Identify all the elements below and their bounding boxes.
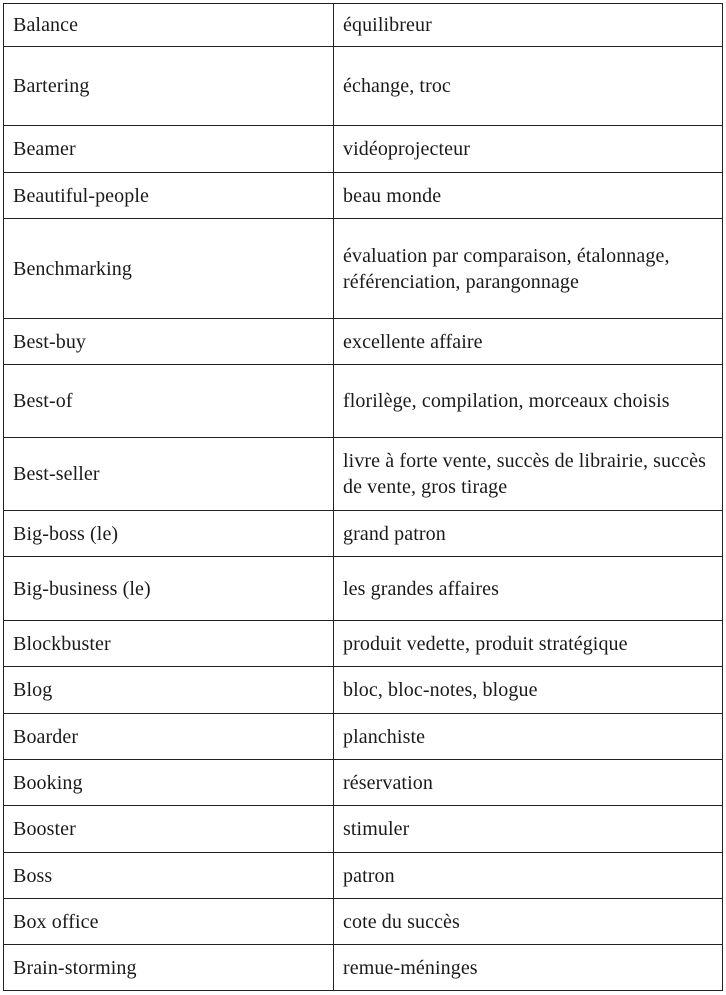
translation-cell: excellente affaire [334,319,723,365]
translation-cell: stimuler [334,806,723,853]
translation-cell: florilège, compilation, morceaux choisis [334,365,723,438]
term-cell: Blog [4,667,334,714]
table-row [4,945,723,991]
table-row [4,806,723,853]
glossary-table [3,3,723,991]
term-cell: Beamer [4,126,334,173]
translation-cell: beau monde [334,173,723,219]
table-row [4,714,723,760]
translation-cell: cote du succès [334,899,723,945]
table-row [4,438,723,511]
translation-cell: échange, troc [334,47,723,126]
translation-cell: bloc, bloc-notes, blogue [334,667,723,714]
term-cell: Bartering [4,47,334,126]
term-cell: Best-seller [4,438,334,511]
translation-cell: patron [334,853,723,899]
table-row [4,667,723,714]
translation-cell: évaluation par comparaison, étalonnage, référenciation, parangonnage [334,219,723,319]
translation-cell: les grandes affaires [334,557,723,621]
term-cell: Boarder [4,714,334,760]
term-cell: Best-of [4,365,334,438]
translation-cell: grand patron [334,511,723,557]
table-row [4,511,723,557]
translation-cell: produit vedette, produit stratégique [334,621,723,667]
table-row [4,760,723,806]
term-cell: Brain-storming [4,945,334,991]
table-row [4,219,723,319]
table-row [4,365,723,438]
table-row [4,853,723,899]
translation-cell: équilibreur [334,4,723,47]
term-cell: Best-buy [4,319,334,365]
term-cell: Benchmarking [4,219,334,319]
table-row [4,173,723,219]
term-cell: Boss [4,853,334,899]
term-cell: Booking [4,760,334,806]
translation-cell: vidéoprojecteur [334,126,723,173]
table-row [4,621,723,667]
translation-cell: remue-méninges [334,945,723,991]
table-row [4,47,723,126]
term-cell: Box office [4,899,334,945]
term-cell: Big-boss (le) [4,511,334,557]
term-cell: Beautiful-people [4,173,334,219]
table-row [4,557,723,621]
translation-cell: planchiste [334,714,723,760]
table-row [4,4,723,47]
translation-cell: livre à forte vente, succès de librairie, succès de vente, gros tirage [334,438,723,511]
term-cell: Booster [4,806,334,853]
table-row [4,126,723,173]
term-cell: Balance [4,4,334,47]
term-cell: Big-business (le) [4,557,334,621]
term-cell: Blockbuster [4,621,334,667]
table-row [4,899,723,945]
table-row [4,319,723,365]
translation-cell: réservation [334,760,723,806]
